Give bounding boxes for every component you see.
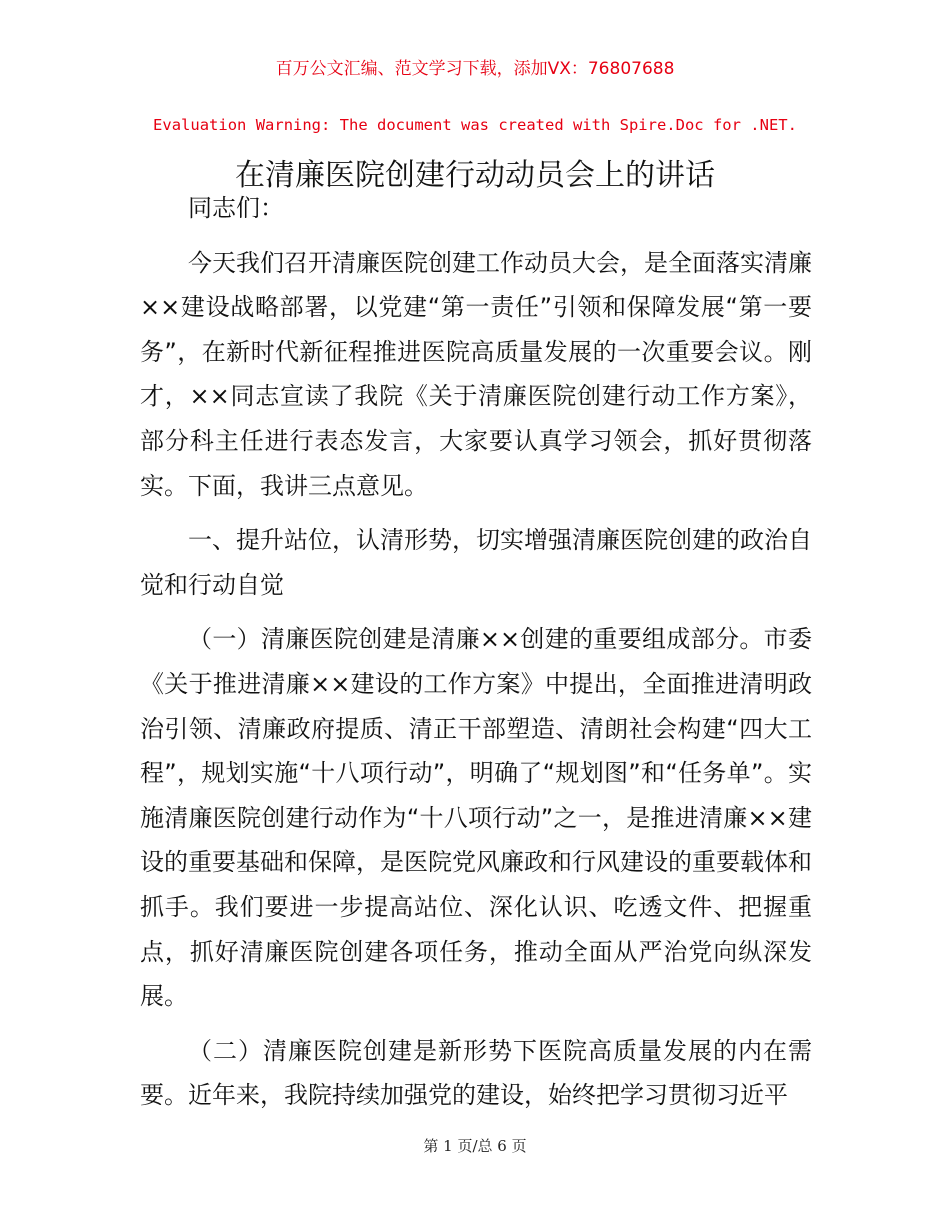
- paragraph-point-1: （一）清廉医院创建是清廉××创建的重要组成部分。市委《关于推进清廉××建设的工作方案》中提出，全面推进清明政治引领、清廉政府提质、清正干部塑造、清朗社会构建“四大工程”，规划实施“十八项行动”，明确了“规划图”和“任务单”。实施清廉医院创建行动作为“十八项行动”之一，是推进清廉××建设的重要基础和保障，是医院党风廉政和行风建设的重要载体和抓手。我们要进一步提高站位、深化认识、吃透文件、把握重点，抓好清廉医院创建各项任务，推动全面从严治党向纵深发展。: [140, 625, 812, 1011]
- paragraph-intro: 今天我们召开清廉医院创建工作动员大会，是全面落实清廉××建设战略部署，以党建“第一责任”引领和保障发展“第一要务”，在新时代新征程推进医院高质量发展的一次重要会议。刚才，××同志宣读了我院《关于清廉医院创建行动工作方案》，部分科主任进行表态发言，大家要认真学习领会，抓好贯彻落实。下面，我讲三点意见。: [140, 248, 812, 500]
- document-body: [140, 186, 812, 1128]
- salutation: 同志们：: [188, 194, 284, 222]
- page-number: 第 1 页/总 6 页: [423, 1137, 527, 1155]
- section-heading-1: 一、提升站位，认清形势，切实增强清廉医院创建的政治自觉和行动自觉: [140, 526, 812, 599]
- header-banner: 百万公文汇编、范文学习下载，添加VX：76807688: [275, 59, 675, 79]
- paragraph-point-2: （二）清廉医院创建是新形势下医院高质量发展的内在需要。近年来，我院持续加强党的建设，始终把学习贯彻习近平: [140, 1036, 812, 1110]
- evaluation-warning: Evaluation Warning: The document was created with Spire.Doc for .NET.: [153, 116, 797, 134]
- document-title: 在清廉医院创建行动动员会上的讲话: [235, 158, 715, 193]
